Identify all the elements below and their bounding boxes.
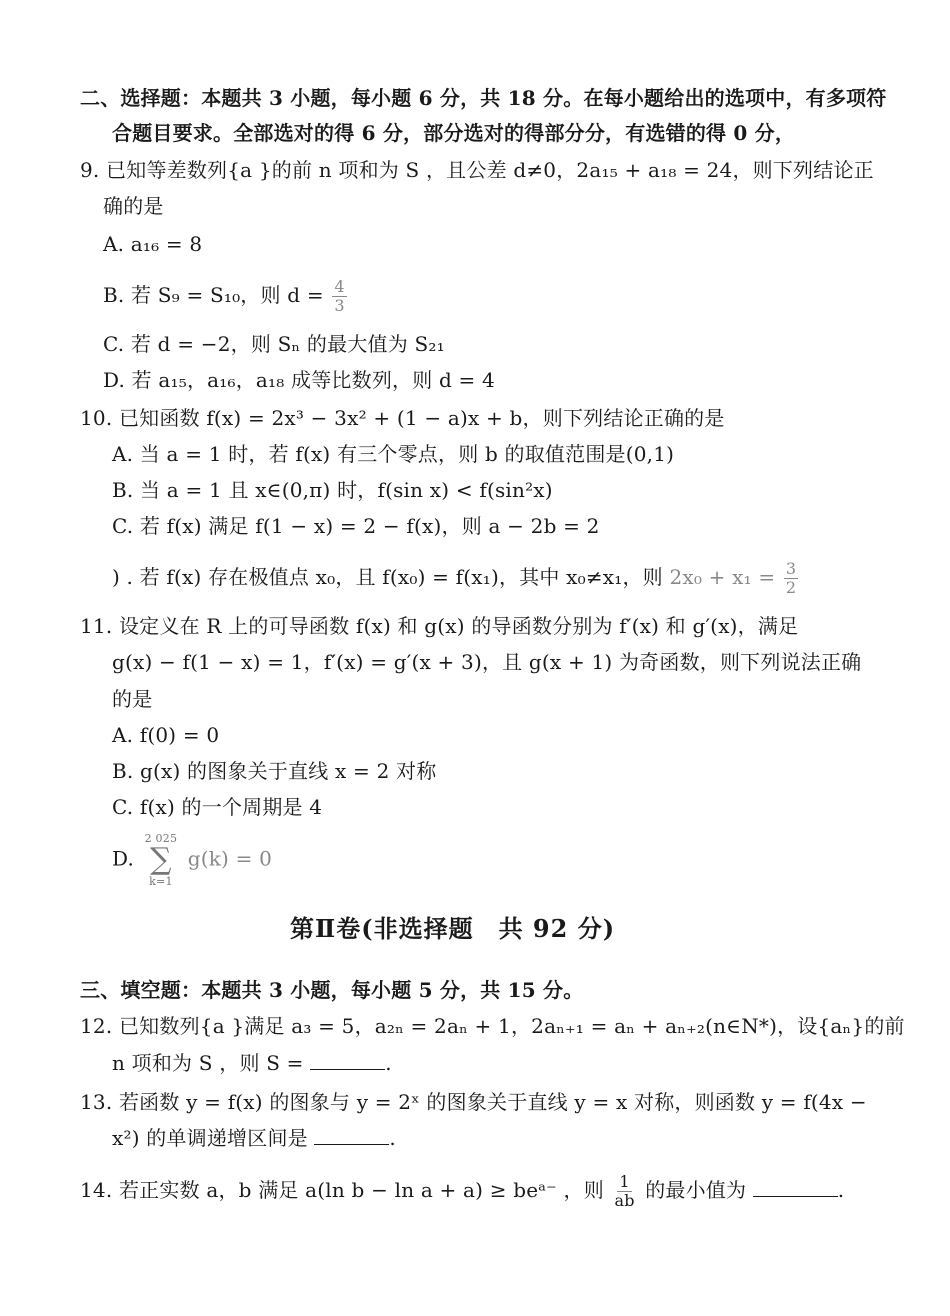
q9-option-b-fraction [332,278,346,315]
q13-line1: 13. 若函数 y = f(x) 的图象与 y = 2ˣ 的图象关于直线 y = x 对称，则函数 y = f(4x − [80,1090,867,1114]
summation-lower-limit: k=1 [149,875,173,888]
q14-text: 14. 若正实数 a，b 满足 a(ln b − ln a + a) ≥ beᵃ⁻ ，则 [80,1178,604,1202]
q10-stem: 10. 已知函数 f(x) = 2x³ − 3x² + (1 − a)x + b，则下列结论正确的是 [80,406,725,430]
q14-text-after: 的最小值为 [645,1178,747,1202]
summation-upper-limit: 2 025 [144,832,178,845]
q11-option-b: B. g(x) 的图象关于直线 x = 2 对称 [112,759,437,783]
q10-option-d [112,560,800,597]
q11-stem-line2: g(x) − f(1 − x) = 1，f′(x) = g′(x + 3)，且 g(x + 1) 为奇函数，则下列说法正确 [112,650,862,674]
q12-line2-end: . [385,1051,392,1075]
q11-stem-line1: 11. 设定义在 R 上的可导函数 f(x) 和 g(x) 的导函数分别为 f′(x) 和 g′(x)，满足 [80,614,799,638]
q9-option-a: A. a₁₆ = 8 [103,232,203,256]
q10-option-b: B. 当 a = 1 且 x∈(0,π) 时，f(sin x) < f(sin²x) [112,478,553,502]
q9-option-b-numerator: 4 [334,277,345,296]
q9-stem-line2: 确的是 [103,194,164,218]
q10-option-d-numerator: 3 [785,559,797,578]
q12-line1: 12. 已知数列{a }满足 a₃ = 5，a₂ₙ = 2aₙ + 1，2aₙ₊₁ = aₙ + aₙ₊₂(n∈N*)，设{aₙ}的前 [80,1014,905,1038]
q11-option-c: C. f(x) 的一个周期是 4 [112,795,323,819]
q14-end: . [837,1178,845,1202]
q9-option-b [103,278,349,315]
q10-option-a: A. 当 a = 1 时，若 f(x) 有三个零点，则 b 的取值范围是(0,1) [112,442,675,466]
q9-option-d: D. 若 a₁₅，a₁₆，a₁₈ 成等比数列，则 d = 4 [103,368,495,392]
section-3-header: 三、填空题：本题共 3 小题，每小题 5 分，共 15 分。 [80,978,584,1002]
q12-line2 [112,1049,392,1077]
q9-option-b-denominator: 3 [334,296,345,315]
q11-option-d-expression: g(k) = 0 [187,846,273,871]
q14-fraction-numerator: 1 [619,1172,630,1191]
q13-answer-blank [314,1144,389,1145]
q10-option-c: C. 若 f(x) 满足 f(1 − x) = 2 − f(x)，则 a − 2b = 2 [112,514,600,538]
q11-option-a: A. f(0) = 0 [112,723,220,747]
summation-symbol [145,832,178,888]
section-2-header-line2: 合题目要求。全部选对的得 6 分，部分选对的得部分分，有选错的得 0 分， [112,121,796,145]
q11-option-d-label: D. [112,846,135,871]
q11-option-d [112,832,272,888]
q12-answer-blank [310,1069,385,1070]
section-2-header-line1: 二、选择题：本题共 3 小题，每小题 6 分，共 18 分。在每小题给出的选项中，有多项符 [80,86,887,110]
q10-option-d-fraction [784,560,798,597]
q9-option-b-text: B. 若 S₉ = S₁₀，则 d = [103,283,324,307]
q13-line2-text: x²) 的单调递增区间是 [112,1126,308,1150]
q13-line2-end: . [389,1126,396,1150]
q9-stem-line1: 9. 已知等差数列{a }的前 n 项和为 S ，且公差 d≠0，2a₁₅ + a₁₈ = 24，则下列结论正 [80,158,874,182]
q14-line [80,1168,844,1212]
q9-option-c: C. 若 d = −2，则 Sₙ 的最大值为 S₂₁ [103,332,445,356]
q10-option-d-expression: 2x₀ + x₁ = [669,565,776,589]
q13-line2 [112,1124,396,1152]
q14-answer-blank [753,1196,838,1197]
q11-stem-line3: 的是 [112,687,153,711]
sigma-icon: ∑ [150,842,172,877]
q14-fraction-denominator: ab [614,1191,635,1210]
part-2-heading: 第Ⅱ卷(非选择题 共 92 分) [290,914,616,943]
q10-option-d-text: ) . 若 f(x) 存在极值点 x₀，且 f(x₀) = f(x₁)，其中 x₀≠x₁，则 [112,565,663,589]
q14-fraction [612,1173,636,1210]
q12-line2-text: n 项和为 S ，则 S = [112,1051,304,1075]
q10-option-d-denominator: 2 [785,578,797,597]
